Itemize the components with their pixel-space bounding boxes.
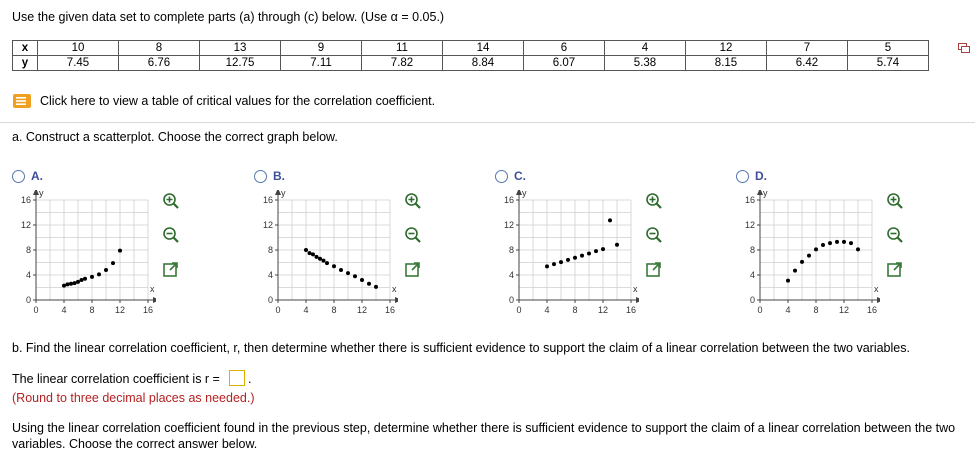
x-tick-label: 16 [866,305,878,315]
book-icon[interactable] [12,93,32,109]
x-axis-arrow [877,297,880,303]
data-point [325,261,329,265]
y-tick-label: 16 [503,195,514,205]
data-point [367,282,371,286]
data-point [318,257,322,261]
option-radio[interactable] [12,170,25,183]
x-tick-label: 4 [61,305,67,315]
x-tick-label: 16 [142,305,154,315]
y-cell: 7.45 [38,56,119,71]
x-cell: 6 [524,41,605,56]
data-point [308,251,312,255]
x-axis-arrow [153,297,156,303]
option-letter[interactable]: B. [273,169,285,183]
x-tick-label: 8 [89,305,95,315]
y-tick-label: 4 [267,270,273,280]
y-tick-label: 12 [744,220,755,230]
data-point [69,282,73,286]
data-point [62,284,66,288]
critical-values-link[interactable]: Click here to view a table of critical values for the correlation coefficient. [40,94,436,108]
y-cell: 6.07 [524,56,605,71]
x-cell: 14 [443,41,524,56]
y-cell: 8.84 [443,56,524,71]
y-tick-label: 0 [749,295,755,305]
x-tick-label: 0 [516,305,522,315]
data-point [552,262,556,266]
x-tick-label: 8 [813,305,819,315]
y-tick-label: 8 [267,245,273,255]
x-cell: 12 [686,41,767,56]
data-point [814,247,818,251]
table-row-x [13,41,929,56]
data-point [849,241,853,245]
data-point [786,279,790,283]
y-tick-label: 16 [744,195,755,205]
y-tick-label: 4 [508,270,514,280]
x-tick-label: 12 [356,305,368,315]
popout-icon[interactable] [886,260,904,278]
data-point [608,218,612,222]
data-point [601,247,605,251]
data-point [332,264,336,268]
data-point [800,260,804,264]
data-point [793,269,797,273]
divider [0,122,975,123]
y-tick-label: 8 [749,245,755,255]
x-tick-label: 12 [114,305,126,315]
y-tick-label: 0 [25,295,31,305]
data-point [587,251,591,255]
option-letter[interactable]: A. [31,169,43,183]
y-cell: 6.42 [767,56,848,71]
x-header: x [13,41,38,56]
data-point [360,278,364,282]
data-point [73,281,77,285]
data-point [374,285,378,289]
y-axis-label: y [281,190,286,198]
x-cell: 10 [38,41,119,56]
y-tick-label: 0 [267,295,273,305]
data-point [83,277,87,281]
x-tick-label: 12 [597,305,609,315]
part-b-instruction: Using the linear correlation coefficient found in the previous step, determine whether there is sufficient evidence to support the claim of a linear correlation between the two variables. Choose the correct answer below. [12,421,956,451]
x-axis-label: x [150,284,155,294]
x-tick-label: 0 [275,305,281,315]
x-axis-label: x [633,284,638,294]
r-label: The linear correlation coefficient is r = [12,372,220,386]
data-point [339,268,343,272]
data-point [311,252,315,256]
x-cell: 8 [119,41,200,56]
y-cell: 7.82 [362,56,443,71]
y-header: y [13,56,38,71]
y-cell: 12.75 [200,56,281,71]
y-cell: 6.76 [119,56,200,71]
y-cell: 5.74 [848,56,929,71]
option-letter[interactable]: C. [514,169,526,183]
data-table [12,40,929,71]
data-point [104,268,108,272]
y-tick-label: 8 [25,245,31,255]
x-axis-label: x [874,284,879,294]
data-point [807,254,811,258]
zoom-out-icon[interactable] [886,226,904,244]
x-tick-label: 4 [544,305,550,315]
y-cell: 8.15 [686,56,767,71]
data-point [545,264,549,268]
data-point [118,249,122,253]
y-axis-label: y [522,190,527,198]
scatterplot-chart [6,190,156,320]
data-point [80,278,84,282]
y-tick-label: 4 [749,270,755,280]
zoom-out-icon[interactable] [645,226,663,244]
r-suffix: . [248,372,252,386]
y-cell: 5.38 [605,56,686,71]
y-cell: 7.11 [281,56,362,71]
data-point [559,260,563,264]
y-tick-label: 12 [262,220,273,230]
copy-icon[interactable] [958,43,970,53]
scatterplot-chart [730,190,880,320]
y-tick-label: 12 [20,220,31,230]
data-point [615,243,619,247]
data-point [315,255,319,259]
data-point [76,280,80,284]
zoom-in-icon[interactable] [645,192,663,210]
y-tick-label: 8 [508,245,514,255]
option-radio[interactable] [495,170,508,183]
data-point [353,274,357,278]
data-point [322,259,326,263]
x-tick-label: 8 [331,305,337,315]
popout-icon[interactable] [162,260,180,278]
data-point [821,243,825,247]
zoom-in-icon[interactable] [886,192,904,210]
data-point [97,272,101,276]
option-radio[interactable] [254,170,267,183]
data-point [573,256,577,260]
option-radio[interactable] [736,170,749,183]
zoom-in-icon[interactable] [162,192,180,210]
data-point [594,249,598,253]
data-point [835,240,839,244]
x-cell: 5 [848,41,929,56]
popout-icon[interactable] [404,260,422,278]
data-point [111,261,115,265]
scatterplot-chart [489,190,639,320]
y-axis-label: y [763,190,768,198]
y-tick-label: 12 [503,220,514,230]
option-letter[interactable]: D. [755,169,767,183]
x-axis-arrow [395,297,398,303]
x-tick-label: 16 [384,305,396,315]
zoom-out-icon[interactable] [162,226,180,244]
data-point [304,248,308,252]
data-point [828,241,832,245]
y-tick-label: 16 [262,195,273,205]
x-cell: 4 [605,41,686,56]
r-answer-input[interactable] [229,370,245,386]
x-cell: 9 [281,41,362,56]
x-cell: 13 [200,41,281,56]
data-point [842,240,846,244]
data-point [66,282,70,286]
x-cell: 7 [767,41,848,56]
data-point [346,271,350,275]
data-point [566,258,570,262]
x-axis-label: x [392,284,397,294]
scatterplot-chart [248,190,398,320]
data-point [90,275,94,279]
instruction-text: Use the given data set to complete parts (a) through (c) below. (Use α = 0.05.) [12,10,445,24]
popout-icon[interactable] [645,260,663,278]
x-tick-label: 12 [838,305,850,315]
y-tick-label: 0 [508,295,514,305]
y-tick-label: 4 [25,270,31,280]
part-b-prompt: b. Find the linear correlation coefficient, r, then determine whether there is sufficient evidence to support the claim of a linear correlation between the two variables. [12,341,910,355]
data-point [580,254,584,258]
zoom-in-icon[interactable] [404,192,422,210]
x-tick-label: 4 [303,305,309,315]
data-point [856,247,860,251]
table-row-y [13,56,929,71]
x-tick-label: 0 [33,305,39,315]
part-a-prompt: a. Construct a scatterplot. Choose the correct graph below. [12,130,338,144]
x-tick-label: 0 [757,305,763,315]
x-tick-label: 4 [785,305,791,315]
rounding-note: (Round to three decimal places as needed.) [12,391,255,405]
x-cell: 11 [362,41,443,56]
zoom-out-icon[interactable] [404,226,422,244]
y-axis-label: y [39,190,44,198]
x-tick-label: 8 [572,305,578,315]
x-axis-arrow [636,297,639,303]
x-tick-label: 16 [625,305,637,315]
y-tick-label: 16 [20,195,31,205]
